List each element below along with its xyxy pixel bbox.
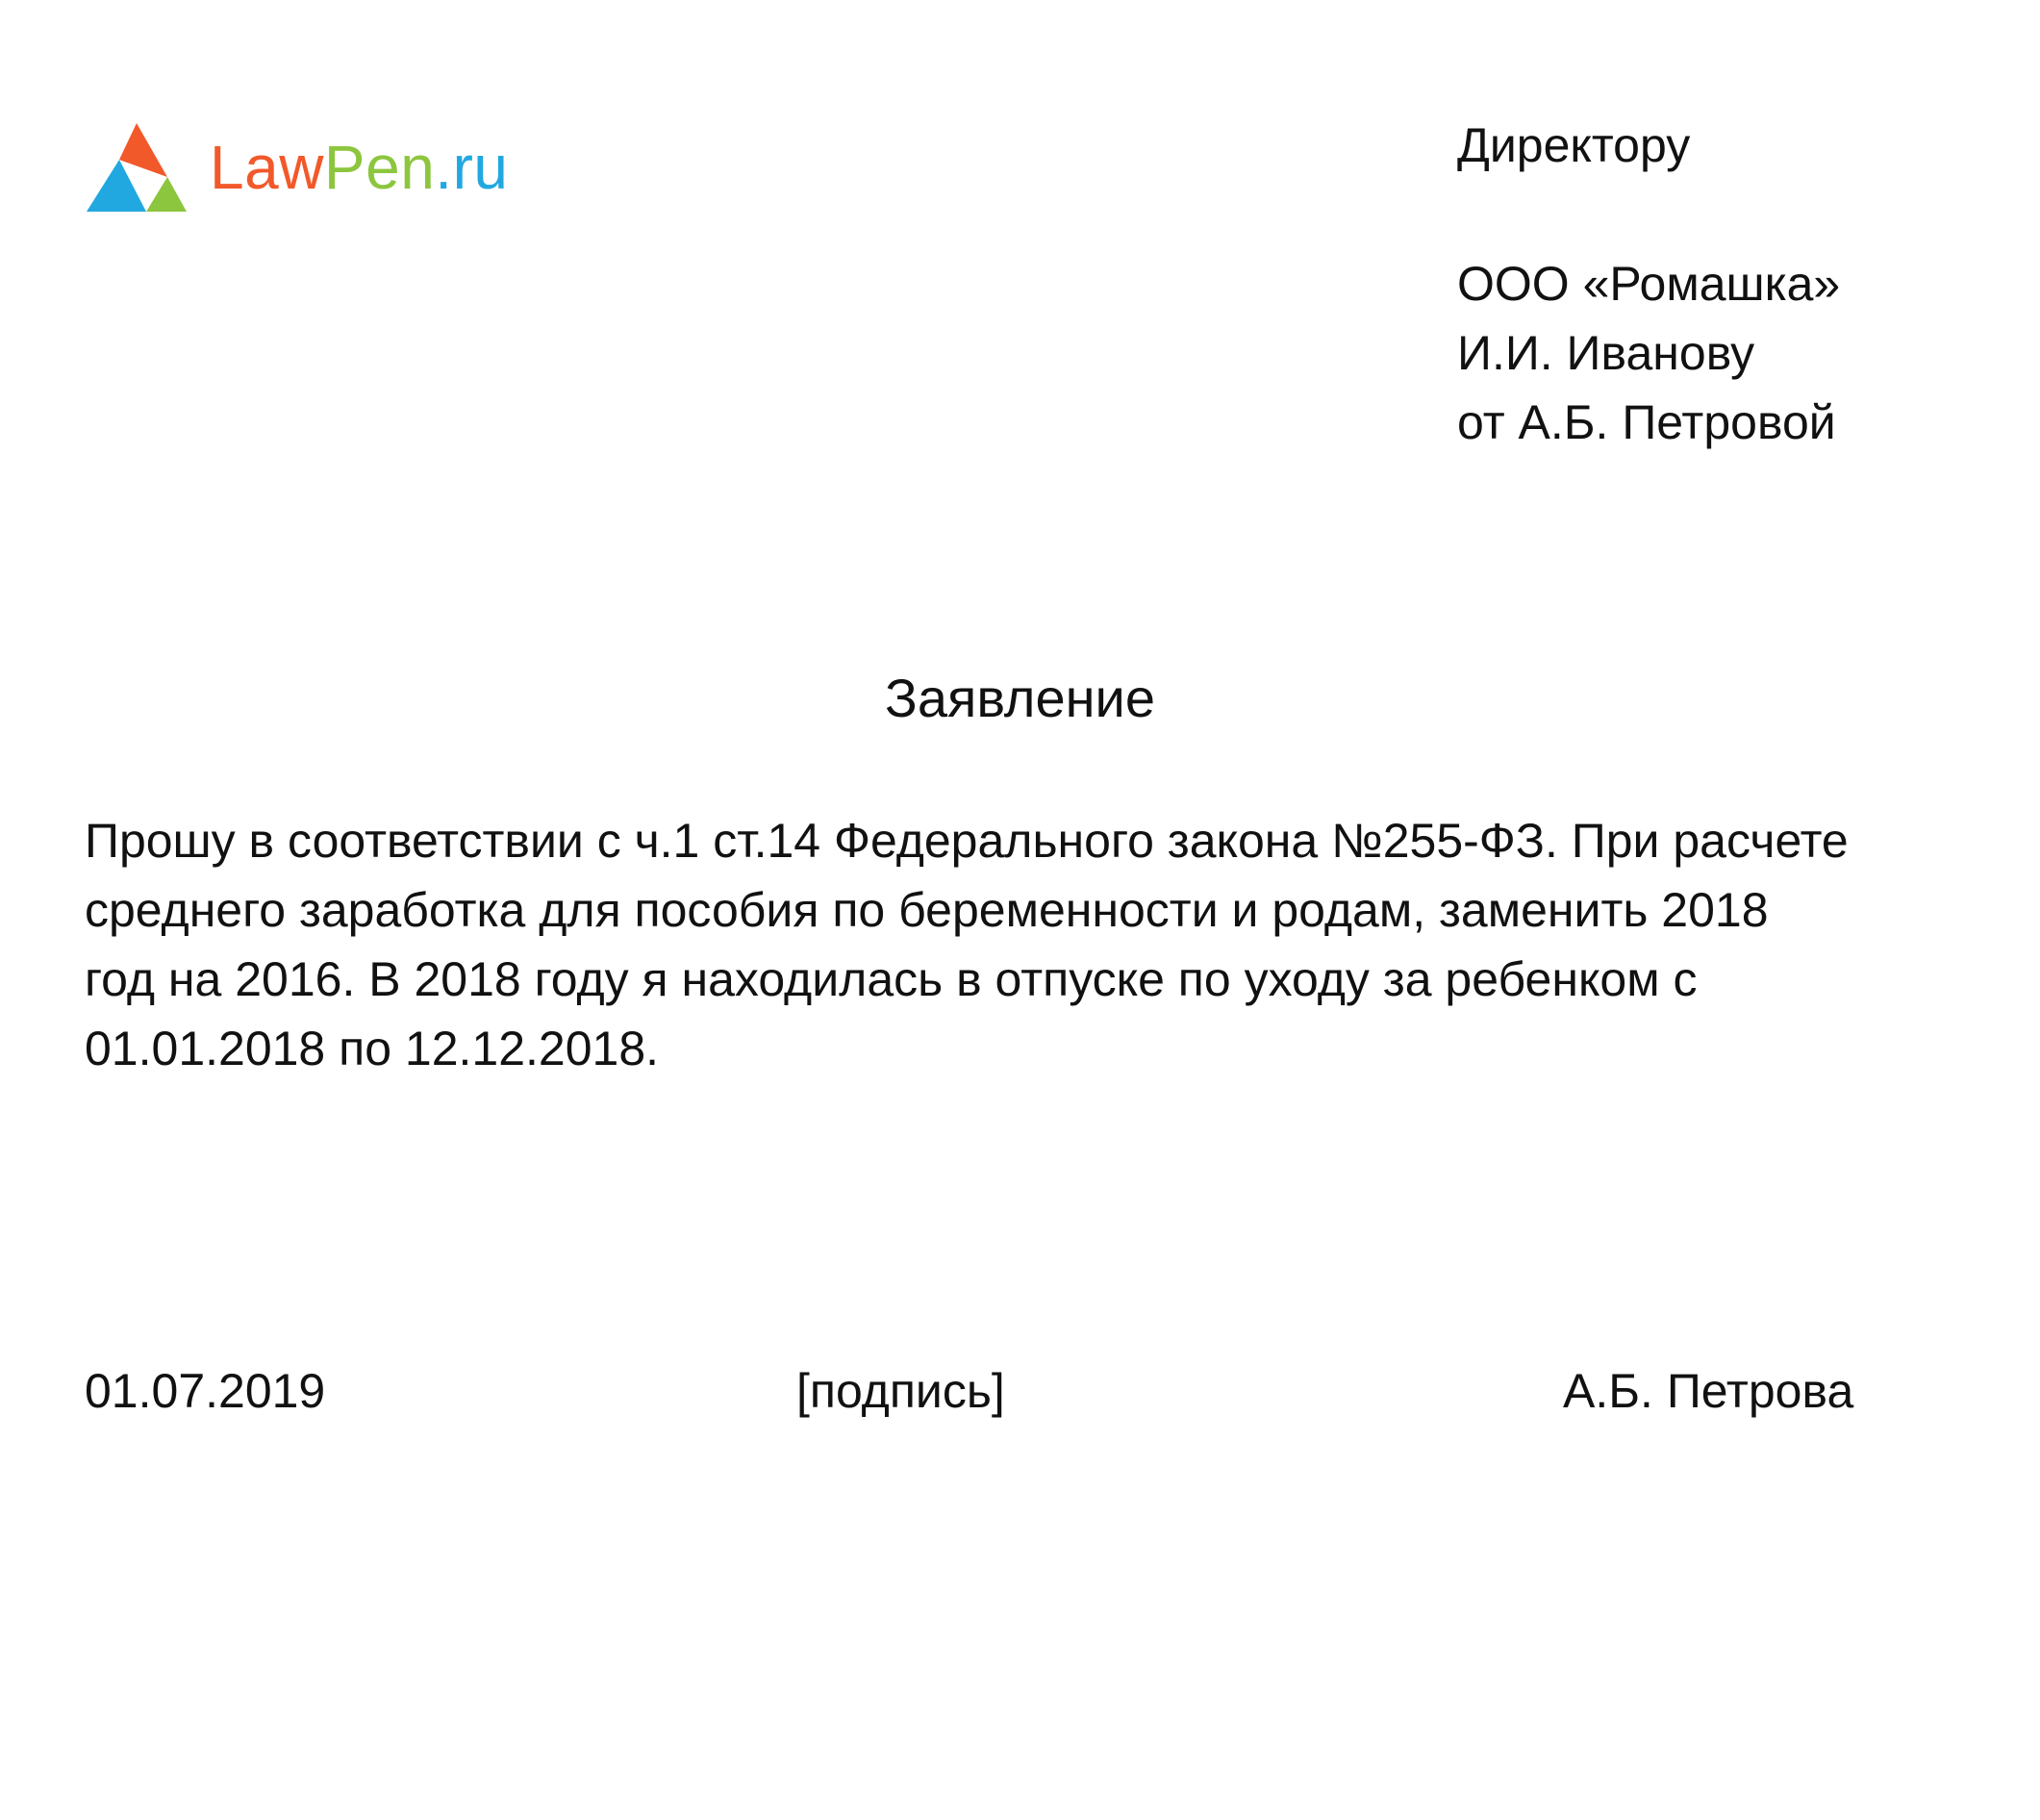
- addressee-company: ООО «Ромашка»: [1457, 257, 1841, 311]
- document-title: Заявление: [885, 668, 1155, 728]
- body-line: среднего заработка для пособия по беременности и родам, заменить 2018: [85, 883, 1769, 937]
- signer-name: А.Б. Петрова: [1563, 1364, 1854, 1418]
- body-line: Прошу в соответствии с ч.1 ст.14 Федерального закона №255-ФЗ. При расчете: [85, 814, 1849, 868]
- document-date: 01.07.2019: [85, 1364, 326, 1418]
- document-body: [85, 806, 1989, 1083]
- addressee-position: Директору: [1457, 118, 1691, 172]
- logo-wordmark: LawPen.ru: [210, 133, 509, 202]
- body-line: 01.01.2018 по 12.12.2018.: [85, 1022, 660, 1075]
- body-line: год на 2016. В 2018 году я находилась в отпуске по уходу за ребенком с: [85, 952, 1698, 1006]
- signature-placeholder: [подпись]: [796, 1364, 1005, 1418]
- addressee-block: [1457, 111, 1840, 457]
- addressee-director: И.И. Иванову: [1457, 326, 1755, 380]
- logo-triangle-icon: [85, 121, 189, 214]
- logo: [85, 121, 508, 214]
- addressee-spacer: [1457, 180, 1840, 249]
- addressee-from: от А.Б. Петровой: [1457, 395, 1836, 449]
